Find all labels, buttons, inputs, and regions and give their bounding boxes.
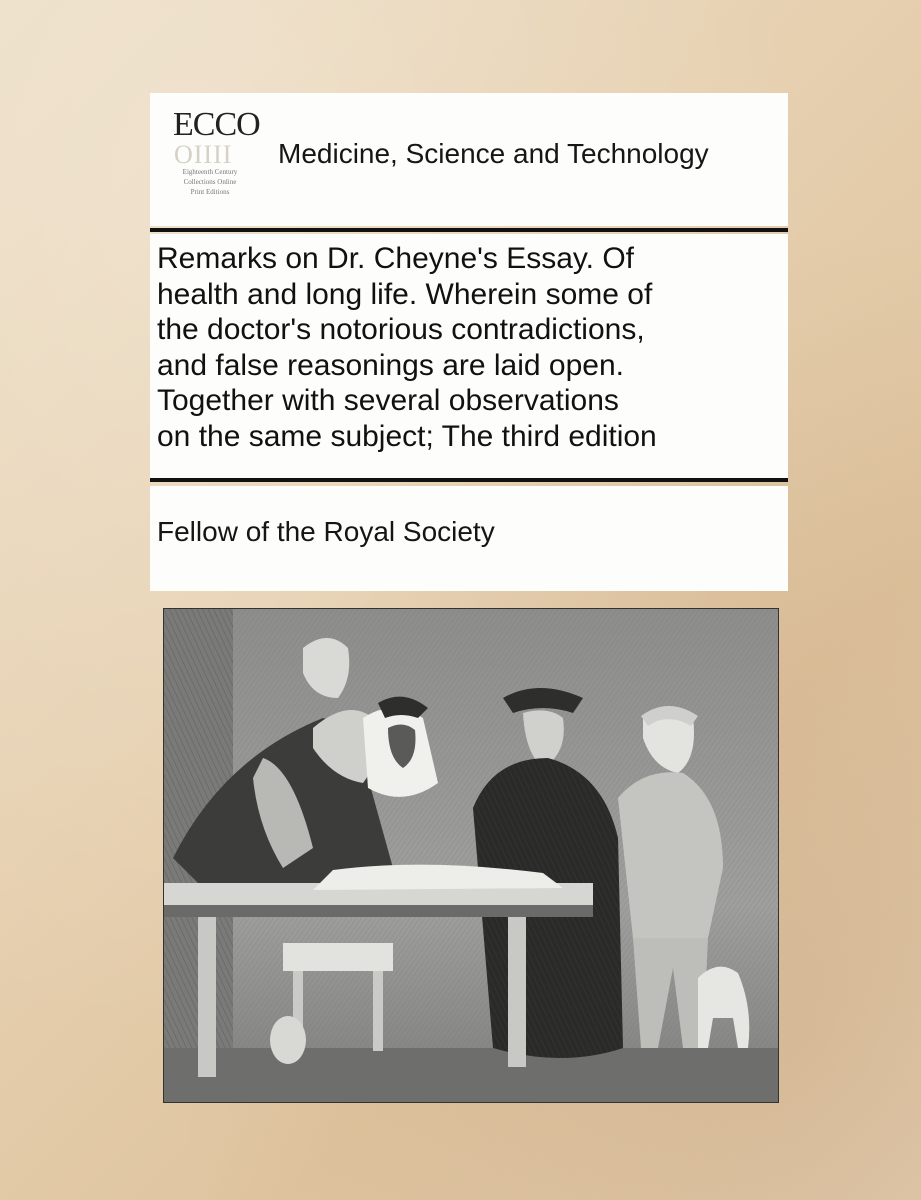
logo-caption-2: Collections Online — [183, 178, 237, 186]
series-header — [150, 93, 788, 226]
logo-caption-3: Print Editions — [190, 188, 230, 196]
book-title-line: and false reasonings are laid open. — [157, 348, 624, 382]
author-block — [150, 486, 788, 591]
divider-rule — [150, 228, 788, 232]
author-name: Fellow of the Royal Society — [157, 516, 495, 547]
book-title-line: Remarks on Dr. Cheyne's Essay. Of — [157, 242, 634, 275]
book-title-line: the doctor's notorious contradictions, — [157, 313, 645, 346]
series-title: Medicine, Science and Technology — [278, 138, 709, 169]
divider-rule — [150, 478, 788, 482]
logo-letters: ECCO — [173, 106, 260, 143]
book-title — [157, 241, 787, 454]
ecco-logo — [170, 107, 262, 215]
book-title-line: on the same subject; The third edition — [157, 419, 657, 453]
book-title-line: health and long life. Wherein some of — [157, 277, 653, 311]
book-title-line: Together with several observations — [157, 384, 619, 417]
cover-engraving-illustration — [163, 608, 779, 1103]
logo-caption-1: Eighteenth Century — [182, 168, 238, 176]
logo-ghost-letters: OIIII — [174, 140, 233, 169]
title-block — [150, 234, 788, 478]
